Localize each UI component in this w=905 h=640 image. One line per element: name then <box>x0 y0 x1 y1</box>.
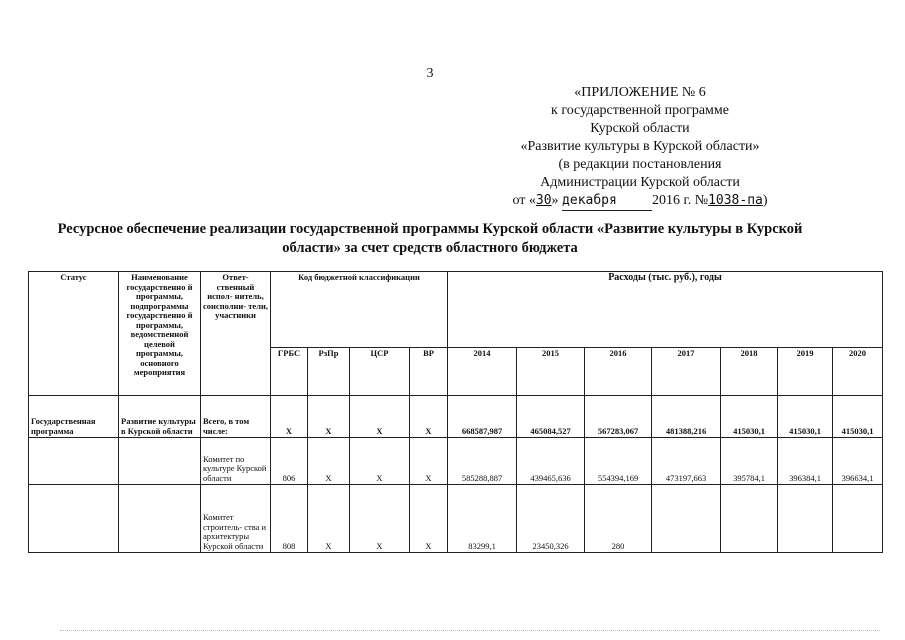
header-expenses: Расходы (тыс. руб.), годы <box>448 272 883 348</box>
row-value-2015: 23450,326 <box>517 485 585 553</box>
row-vr: X <box>410 438 448 485</box>
row-value-2016: 280 <box>585 485 652 553</box>
header-year-2016: 2016 <box>585 348 652 396</box>
row-value-2018: 395784,1 <box>721 438 778 485</box>
header-year-2015: 2015 <box>517 348 585 396</box>
row-name <box>119 438 201 485</box>
table-row <box>29 438 883 485</box>
row-grbs: 806 <box>271 438 308 485</box>
appendix-date-day: 30 <box>535 193 552 208</box>
page-number: 3 <box>426 66 434 81</box>
resource-table <box>28 271 883 553</box>
appendix-line4: «Развитие культуры в Курской области» <box>520 139 760 154</box>
row-responsible: Всего, в том числе: <box>201 396 271 438</box>
row-value-2017: 473197,663 <box>652 438 721 485</box>
table-row <box>29 396 883 438</box>
appendix-line1: «ПРИЛОЖЕНИЕ № 6 <box>574 85 706 100</box>
table-row <box>29 485 883 553</box>
appendix-line7 <box>470 192 810 211</box>
appendix-date-prefix: от « <box>512 193 536 208</box>
row-status: Государственная программа <box>29 396 119 438</box>
header-status: Статус <box>29 272 119 396</box>
appendix-line5: (в редакции постановления <box>558 157 722 172</box>
appendix-date-mid: » <box>551 193 559 208</box>
row-value-2016: 567283,067 <box>585 396 652 438</box>
row-rzpr: X <box>308 438 350 485</box>
row-value-2019: 396384,1 <box>778 438 833 485</box>
row-responsible: Комитет по культуре Курской области <box>201 438 271 485</box>
row-value-2014: 83299,1 <box>448 485 517 553</box>
header-rzpr: РзПр <box>308 348 350 396</box>
header-vr: ВР <box>410 348 448 396</box>
header-year-2017: 2017 <box>652 348 721 396</box>
header-responsible: Ответ- ственный испол- нитель, соисполни- тели, участники <box>201 272 271 396</box>
appendix-line2: к государственной программе <box>551 103 729 118</box>
row-vr: X <box>410 485 448 553</box>
header-kbk: Код бюджетной классификации <box>271 272 448 348</box>
header-csr: ЦСР <box>350 348 410 396</box>
row-value-2015: 465084,527 <box>517 396 585 438</box>
row-grbs: 808 <box>271 485 308 553</box>
row-value-2020: 415030,1 <box>833 396 883 438</box>
row-value-2014: 668587,987 <box>448 396 517 438</box>
appendix-date-month: декабря <box>562 192 652 211</box>
header-year-2018: 2018 <box>721 348 778 396</box>
row-name: Развитие культуры в Курской области <box>119 396 201 438</box>
row-rzpr: X <box>308 485 350 553</box>
row-value-2020: 396634,1 <box>833 438 883 485</box>
row-value-2018 <box>721 485 778 553</box>
row-csr: X <box>350 438 410 485</box>
header-year-2019: 2019 <box>778 348 833 396</box>
appendix-doc-number: 1038-па <box>708 193 763 208</box>
row-value-2014: 585288,887 <box>448 438 517 485</box>
row-name <box>119 485 201 553</box>
appendix-date-year: 2016 г. № <box>652 193 709 208</box>
row-value-2017 <box>652 485 721 553</box>
row-rzpr: X <box>308 396 350 438</box>
page-bottom-divider <box>60 630 880 631</box>
header-year-2014: 2014 <box>448 348 517 396</box>
header-name: Наименование государственно й программы, подпрограммы государственно й программы, ведомственной целевой программы, основного мероприятия <box>119 272 201 396</box>
row-value-2019: 415030,1 <box>778 396 833 438</box>
row-csr: X <box>350 396 410 438</box>
row-value-2019 <box>778 485 833 553</box>
row-value-2018: 415030,1 <box>721 396 778 438</box>
row-value-2020 <box>833 485 883 553</box>
appendix-header <box>470 84 810 211</box>
row-value-2017: 481388,216 <box>652 396 721 438</box>
row-status <box>29 485 119 553</box>
row-value-2015: 439465,636 <box>517 438 585 485</box>
row-value-2016: 554394,169 <box>585 438 652 485</box>
appendix-date-suffix: ) <box>762 193 768 208</box>
header-year-2020: 2020 <box>833 348 883 396</box>
row-status <box>29 438 119 485</box>
row-vr: X <box>410 396 448 438</box>
row-responsible: Комитет строитель- ства и архитектуры Курской области <box>201 485 271 553</box>
appendix-line6: Администрации Курской области <box>540 175 740 190</box>
row-csr: X <box>350 485 410 553</box>
document-title: Ресурсное обеспечение реализации государственной программы Курской области «Развитие культуры в Курской области» за счет средств областного бюджета <box>57 221 803 256</box>
appendix-line3: Курской области <box>590 121 690 136</box>
row-grbs: X <box>271 396 308 438</box>
header-grbs: ГРБС <box>271 348 308 396</box>
